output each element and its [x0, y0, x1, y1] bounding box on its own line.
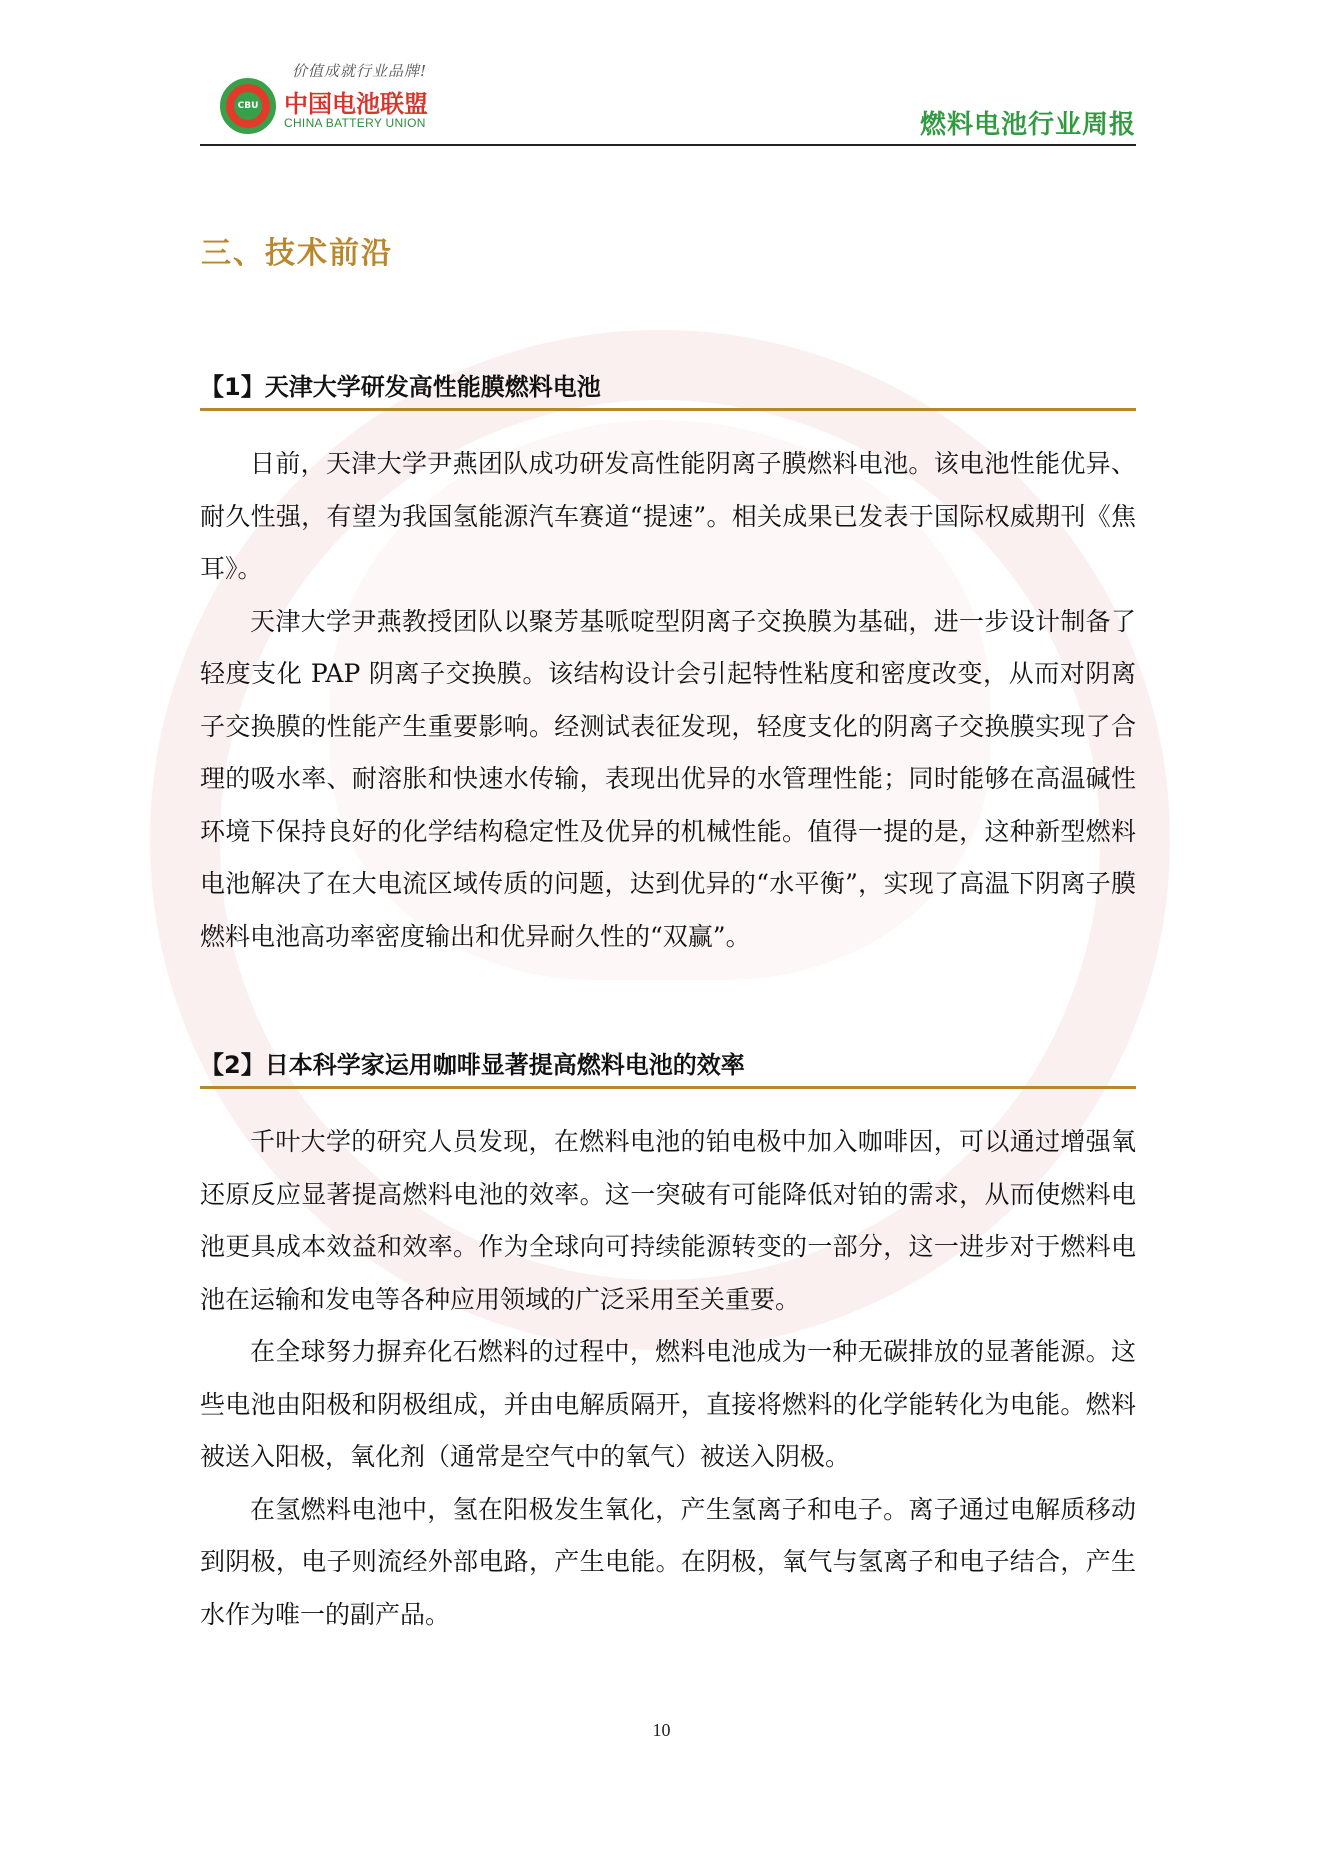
logo-name-en: CHINA BATTERY UNION	[284, 116, 426, 130]
logo-abbr: CBU	[237, 101, 259, 111]
article-body-1	[200, 438, 1136, 963]
page-number: 10	[652, 1720, 671, 1740]
article-heading-1: 【1】天津大学研发高性能膜燃料电池	[200, 367, 1136, 411]
article-1-paragraph: 日前，天津大学尹燕团队成功研发高性能阴离子膜燃料电池。该电池性能优异、耐久性强，有望为我国氢能源汽车赛道“提速”。相关成果已发表于国际权威期刊《焦耳》。	[200, 449, 1136, 583]
article-body-2	[200, 1116, 1136, 1641]
article-2-paragraph: 在全球努力摒弃化石燃料的过程中，燃料电池成为一种无碳排放的显著能源。这些电池由阳极和阴极组成，并由电解质隔开，直接将燃料的化学能转化为电能。燃料被送入阳极，氧化剂（通常是空气中的氧气）被送入阴极。	[200, 1337, 1136, 1471]
logo-name-cn: 中国电池联盟	[284, 90, 428, 118]
article-heading-2: 【2】日本科学家运用咖啡显著提高燃料电池的效率	[200, 1045, 1136, 1089]
article-2-paragraph: 在氢燃料电池中，氢在阳极发生氧化，产生氢离子和电子。离子通过电解质移动到阴极，电子则流经外部电路，产生电能。在阴极，氧气与氢离子和电子结合，产生水作为唯一的副产品。	[200, 1494, 1136, 1629]
logo-slogan: 价值成就行业品牌!	[292, 62, 428, 80]
cbu-logo	[214, 58, 454, 140]
article-1-paragraph: 天津大学尹燕教授团队以聚芳基哌啶型阴离子交换膜为基础，进一步设计制备了轻度支化 PAP 阴离子交换膜。该结构设计会引起特性粘度和密度改变，从而对阴离子交换膜的性能产生重要影响。经测试表征发现，轻度支化的阴离子交换膜实现了合理的吸水率、耐溶胀和快速水传输，表现出优异的水管理性能；同时能够在高温碱性环境下保持良好的化学结构稳定性及优异的机械性能。值得一提的是，这种新型燃料电池解决了在大电流区域传质的问题，达到优异的“水平衡”，实现了高温下阴离子膜燃料电池高功率密度输出和优异耐久性的“双赢”。	[200, 606, 1136, 951]
section-title: 三、技术前沿	[201, 236, 393, 271]
report-title: 燃料电池行业周报	[919, 110, 1136, 140]
header-divider	[200, 144, 1136, 146]
logo-ring-icon	[220, 78, 276, 134]
article-2-paragraph: 千叶大学的研究人员发现，在燃料电池的铂电极中加入咖啡因，可以通过增强氧还原反应显著提高燃料电池的效率。这一突破有可能降低对铂的需求，从而使燃料电池更具成本效益和效率。作为全球向可持续能源转变的一部分，这一进步对于燃料电池在运输和发电等各种应用领域的广泛采用至关重要。	[200, 1127, 1136, 1314]
